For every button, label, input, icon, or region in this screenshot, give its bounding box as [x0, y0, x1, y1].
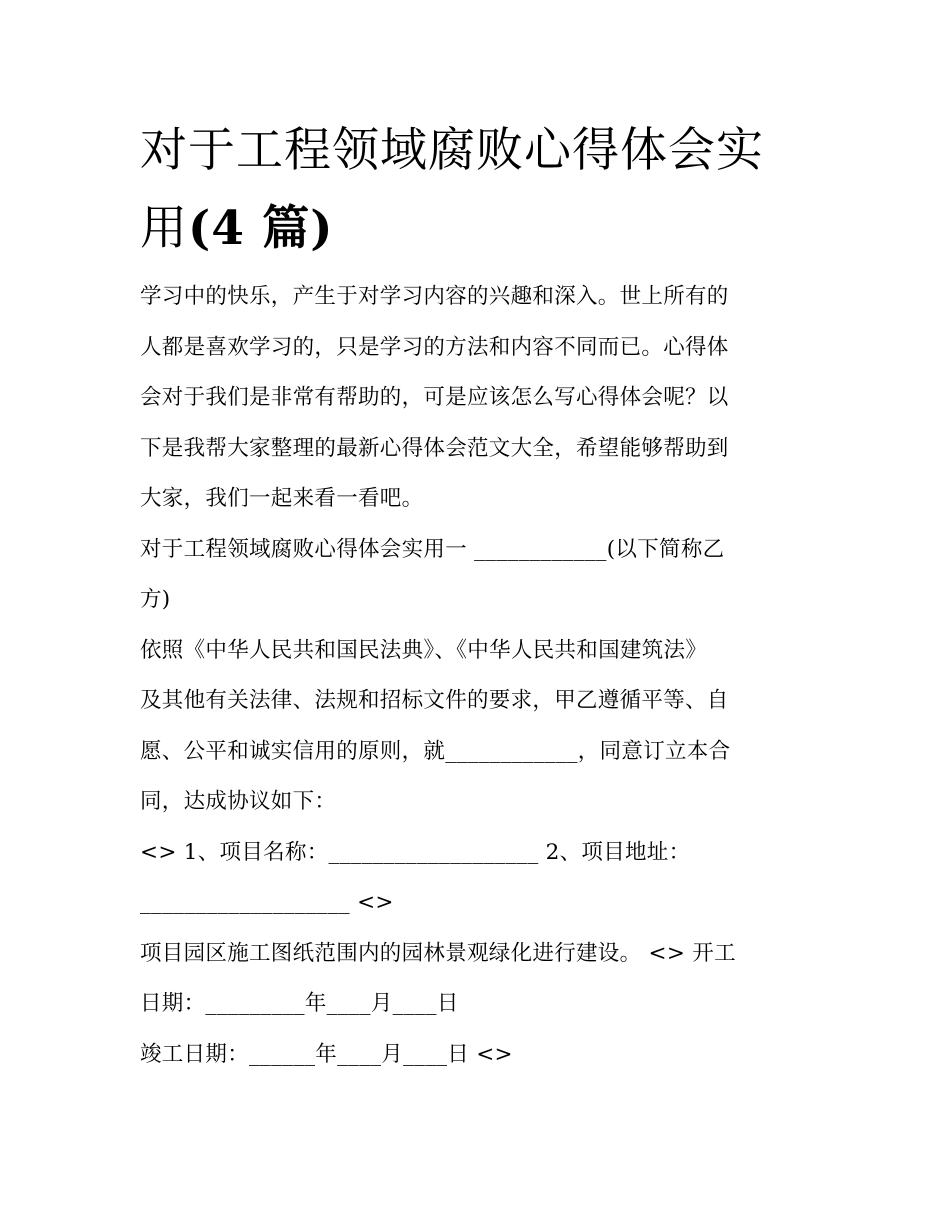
completion-date-line: 竣工日期：______年____月____日 <> — [140, 1041, 513, 1067]
text-line: 项目园区施工图纸范围内的园林景观绿化进行建设。 <> 开工 — [140, 940, 736, 966]
text-line: 人都是喜欢学习的，只是学习的方法和内容不同而已。心得体 — [140, 334, 729, 360]
title-line-2 — [140, 190, 820, 268]
project-info-paragraph — [140, 828, 820, 929]
text-line: 对于工程领域腐败心得体会实用一 ____________(以下简称乙 — [140, 536, 725, 562]
title-line-1: 对于工程领域腐败心得体会实 — [140, 123, 764, 178]
document-title — [140, 112, 820, 268]
text-line: 愿、公平和诚实信用的原则，就____________，同意订立本合 — [140, 738, 731, 764]
text-line: 学习中的快乐，产生于对学习内容的兴趣和深入。世上所有的 — [140, 284, 729, 309]
intro-paragraph — [140, 272, 820, 525]
section-heading — [140, 525, 820, 626]
text-line: 同，达成协议如下： — [140, 789, 337, 814]
title-line-2-prefix: 用 — [140, 201, 188, 256]
scope-paragraph — [140, 929, 820, 1030]
text-line: 依照《中华人民共和国民法典》、《中华人民共和国建筑法》 — [140, 637, 708, 663]
document-page — [140, 112, 820, 1080]
text-line: <> 1、项目名称：___________________ 2、项目地址： — [140, 839, 691, 865]
text-line: 及其他有关法律、法规和招标文件的要求，甲乙遵循平等、自 — [140, 688, 729, 713]
text-line: 会对于我们是非常有帮助的，可是应该怎么写心得体会呢？以 — [140, 385, 729, 410]
text-line: 大家，我们一起来看一看吧。 — [140, 486, 424, 511]
text-line: ___________________ <> — [140, 890, 394, 915]
legal-basis-paragraph — [140, 626, 820, 828]
text-line: 下是我帮大家整理的最新心得体会范文大全，希望能够帮助到 — [140, 435, 729, 461]
text-line: 方) — [140, 587, 171, 612]
text-line: 日期：_________年____月____日 — [140, 991, 459, 1016]
title-count: (4 篇) — [188, 201, 334, 256]
